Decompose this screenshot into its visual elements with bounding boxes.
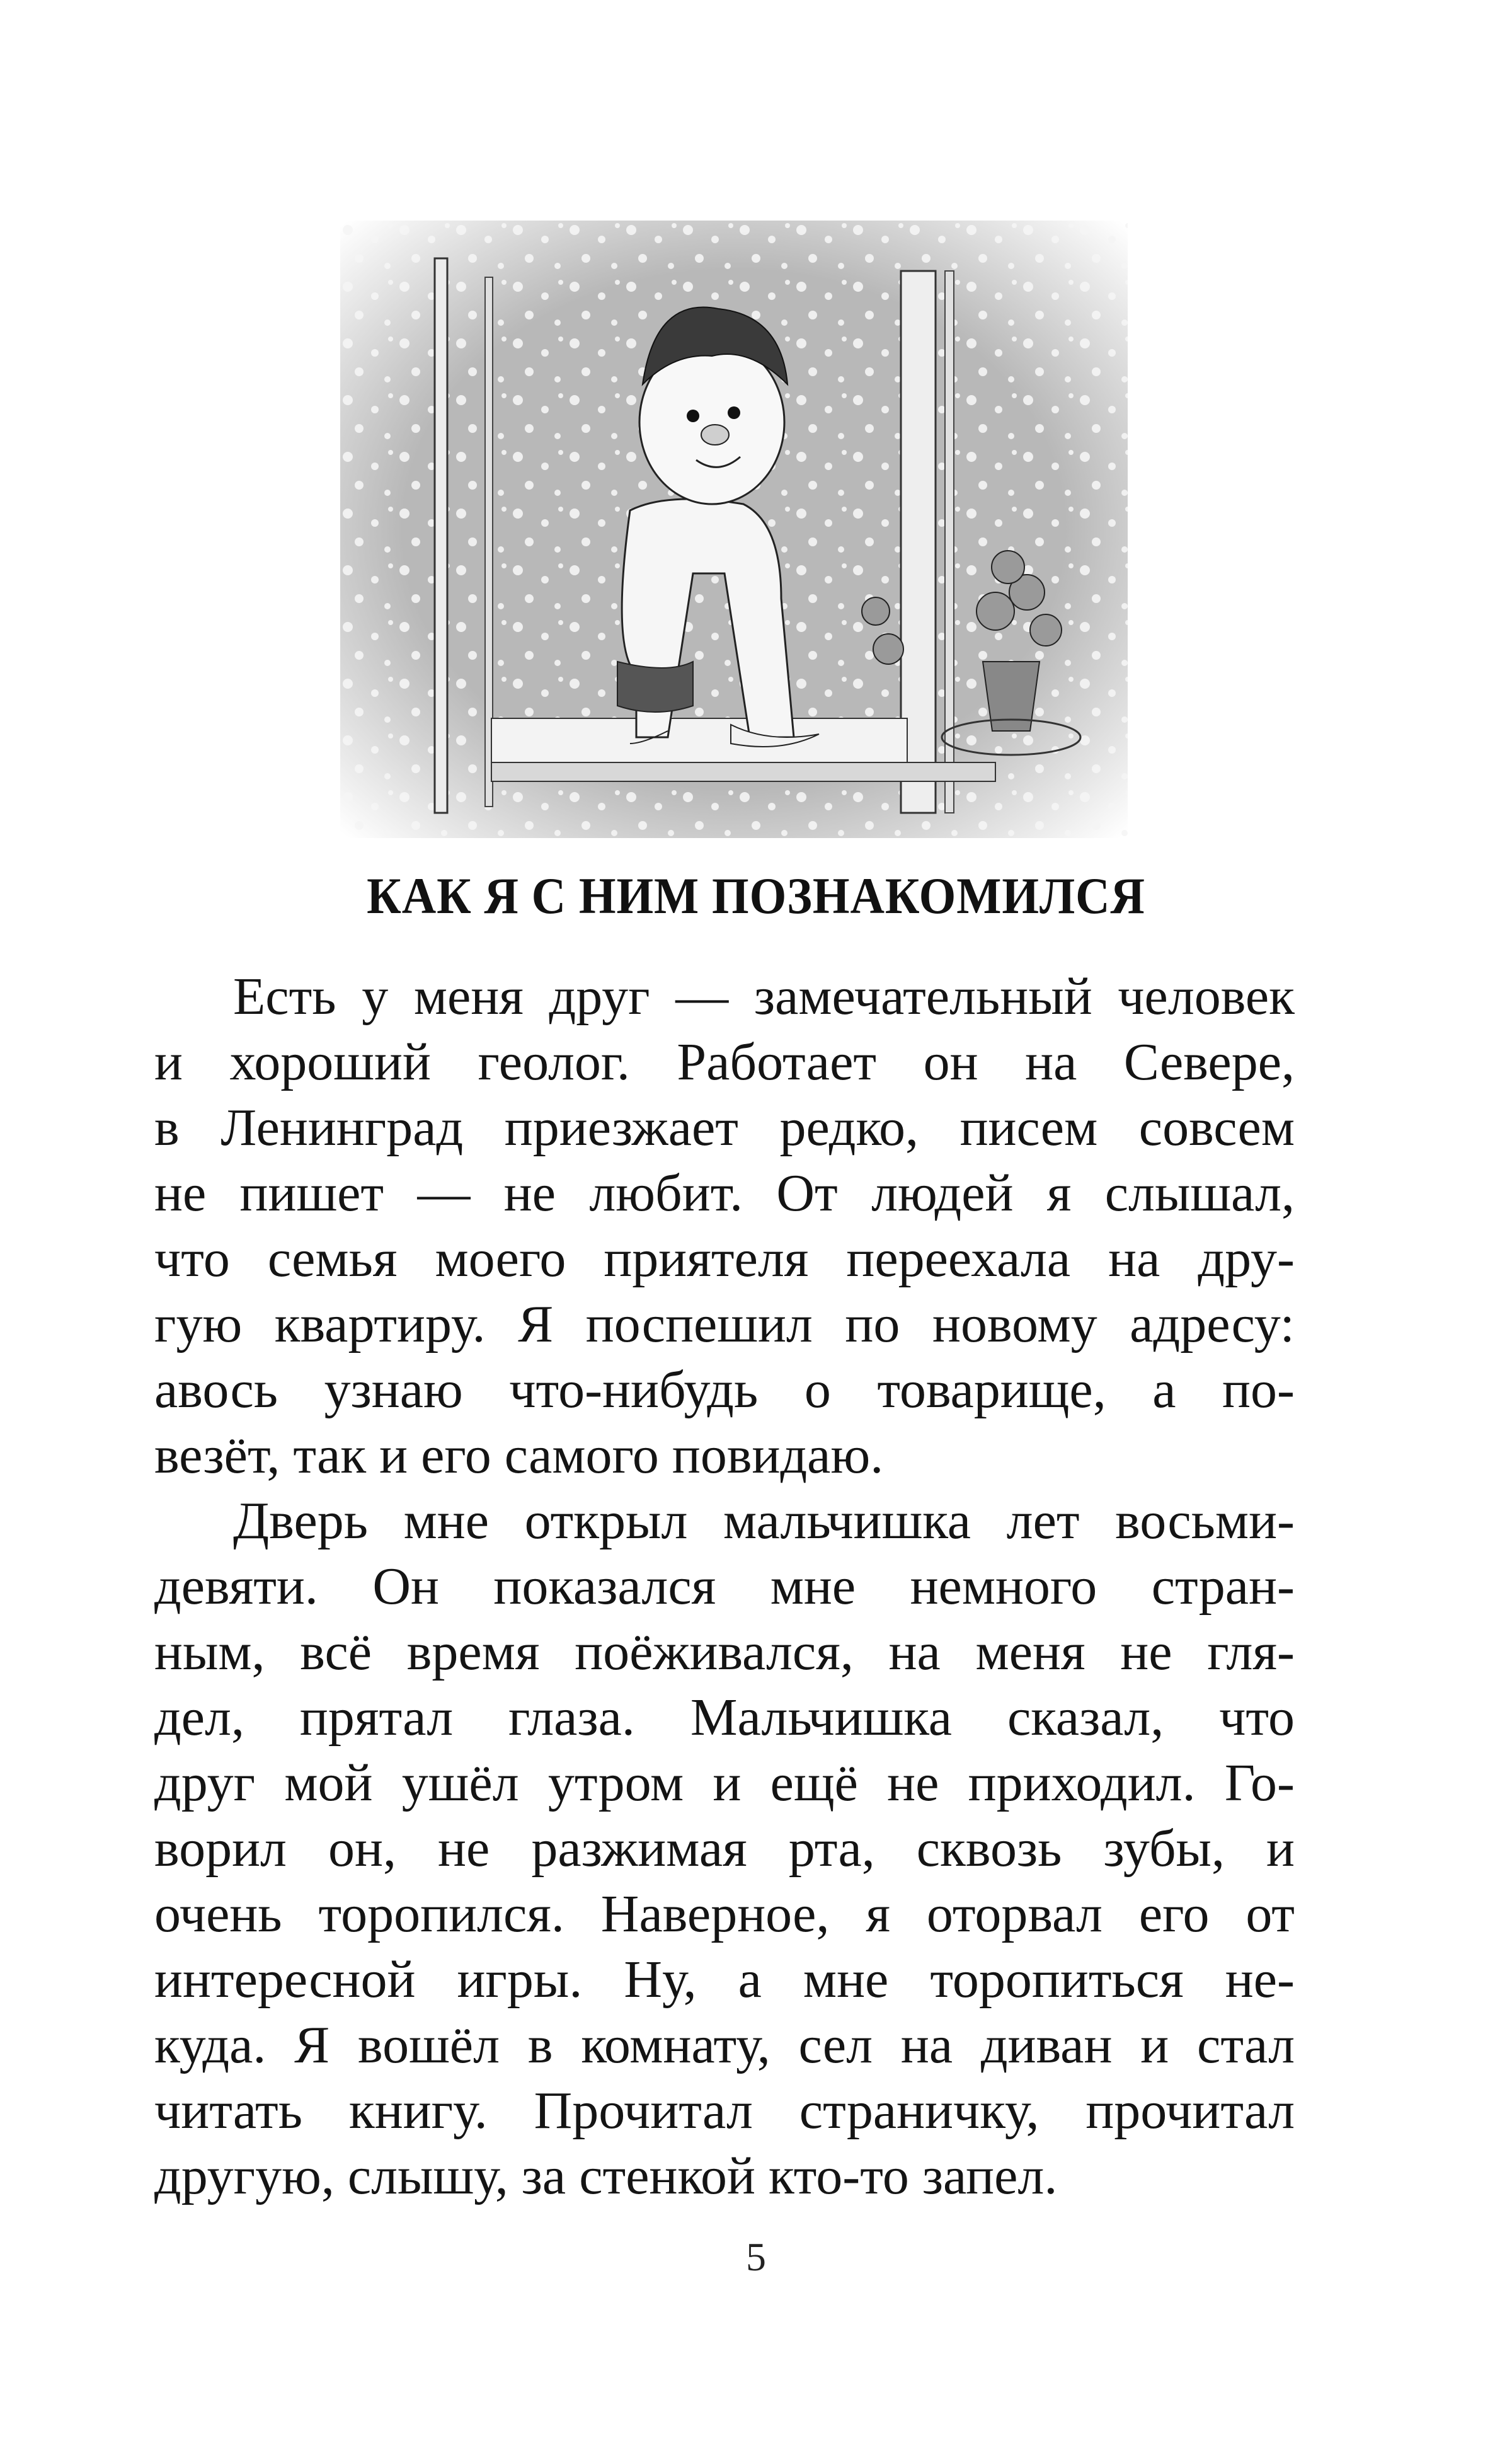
text-line: и хороший геолог. Работает он на Севере, bbox=[154, 1033, 1295, 1091]
text-line: ным, всё время поёживался, на меня не гля- bbox=[154, 1623, 1295, 1681]
text-line: другую, слышу, за стенкой кто-то запел. bbox=[154, 2147, 1058, 2205]
text-line: интересной игры. Ну, а мне торопиться не- bbox=[154, 1950, 1295, 2009]
text-line: гую квартиру. Я поспешил по новому адресу: bbox=[154, 1295, 1295, 1354]
text-line: ворил он, не разжимая рта, сквозь зубы, и bbox=[154, 1819, 1295, 1878]
text-line: читать книгу. Прочитал страничку, прочитал bbox=[154, 2081, 1295, 2140]
text-line: девяти. Он показался мне немного стран- bbox=[154, 1557, 1295, 1616]
text-line: не пишет — не любит. От людей я слышал, bbox=[154, 1164, 1295, 1222]
text-line: дел, прятал глаза. Мальчишка сказал, что bbox=[154, 1688, 1295, 1747]
page-number: 5 bbox=[746, 2234, 766, 2279]
text-line: авось узнаю что-нибудь о товарище, а по- bbox=[154, 1360, 1295, 1419]
boy-at-window-drawing bbox=[340, 221, 1128, 838]
text-line: очень торопился. Наверное, я оторвал его от bbox=[154, 1885, 1295, 1943]
chapter-illustration bbox=[340, 221, 1128, 838]
text-line: куда. Я вошёл в комнату, сел на диван и стал bbox=[154, 2016, 1295, 2074]
text-line: что семья моего приятеля переехала на дру- bbox=[154, 1229, 1295, 1288]
text-line: Есть у меня друг — замечательный человек bbox=[233, 967, 1295, 1026]
body-text bbox=[154, 964, 1295, 2209]
text-line: Дверь мне открыл мальчишка лет восьми- bbox=[233, 1492, 1295, 1550]
chapter-title: КАК Я С НИМ ПОЗНАКОМИЛСЯ bbox=[367, 867, 1145, 924]
text-line: везёт, так и его самого повидаю. bbox=[154, 1426, 884, 1485]
text-line: в Ленинград приезжает редко, писем совсем bbox=[154, 1098, 1295, 1157]
text-line: друг мой ушёл утром и ещё не приходил. Го- bbox=[154, 1754, 1295, 1812]
